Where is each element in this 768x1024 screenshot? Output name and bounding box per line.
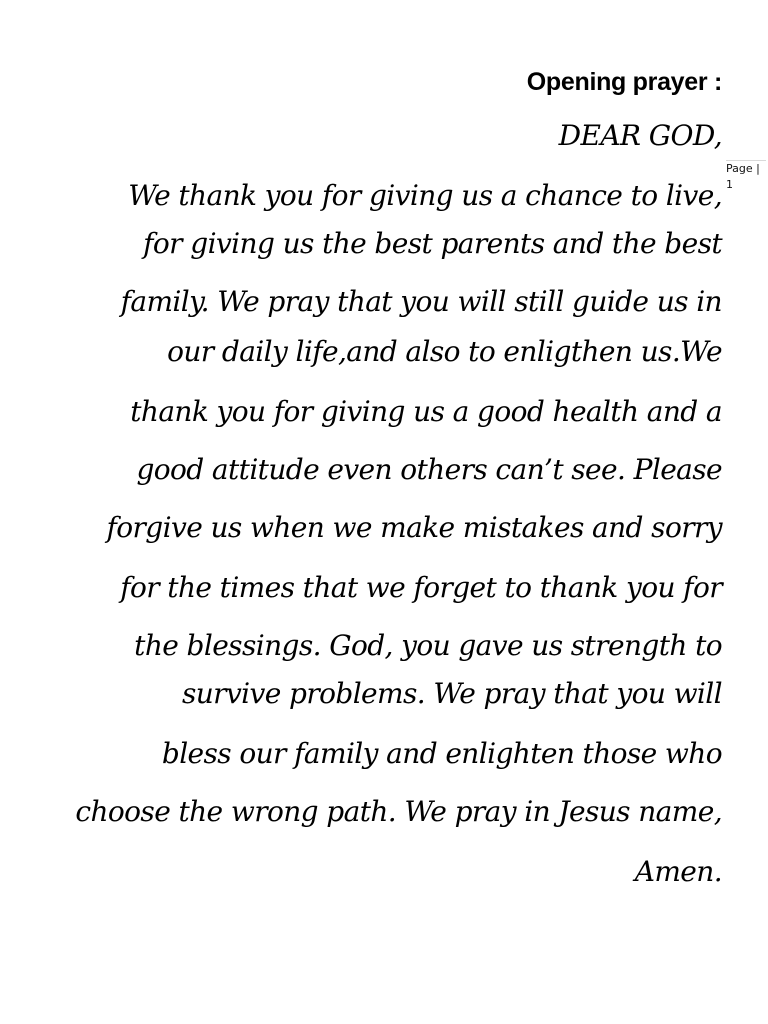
page-label: Page | bbox=[726, 162, 760, 175]
prayer-line: forgive us when we make mistakes and sorry bbox=[106, 511, 722, 544]
prayer-line: We thank you for giving us a chance to live, bbox=[128, 179, 722, 212]
page-number-marker bbox=[726, 160, 766, 193]
closing: Amen. bbox=[634, 855, 722, 888]
prayer-line: family. We pray that you will still guide us in bbox=[120, 285, 722, 318]
prayer-line: for giving us the best parents and the best bbox=[143, 227, 722, 260]
prayer-line: our daily life,and also to enligthen us.We bbox=[167, 335, 722, 368]
prayer-line: survive problems. We pray that you will bbox=[181, 677, 722, 710]
prayer-line: thank you for giving us a good health and a bbox=[130, 395, 722, 428]
prayer-line: for the times that we forget to thank you for bbox=[120, 571, 722, 604]
prayer-line: the blessings. God, you gave us strength to bbox=[134, 629, 722, 662]
salutation: DEAR GOD, bbox=[558, 119, 722, 152]
prayer-line: choose the wrong path. We pray in Jesus name, bbox=[75, 795, 722, 828]
page-number: 1 bbox=[726, 178, 733, 191]
prayer-line: bless our family and enlighten those who bbox=[161, 737, 722, 770]
prayer-line: good attitude even others can’t see. Please bbox=[136, 453, 722, 486]
page-title: Opening prayer : bbox=[526, 68, 722, 96]
